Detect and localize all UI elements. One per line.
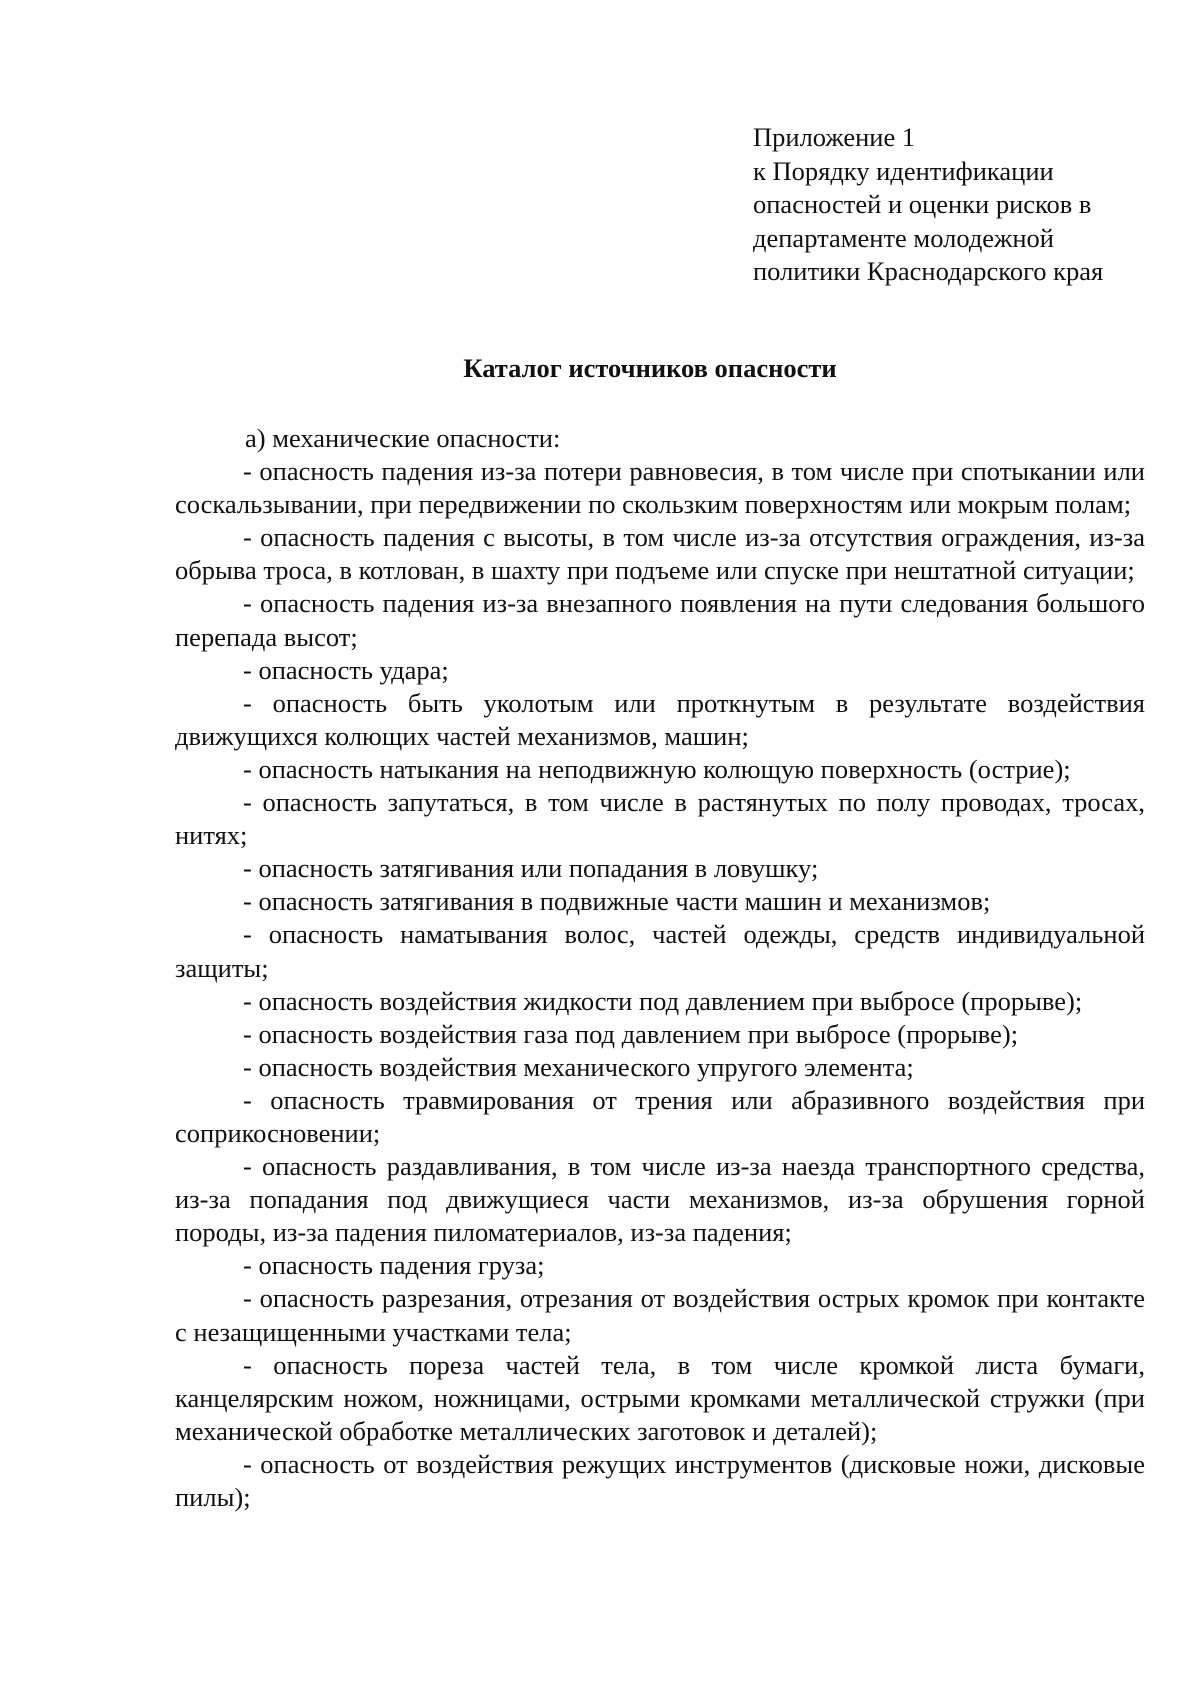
hazard-item: - опасность запутаться, в том числе в растянутых по полу проводах, тросах, нитях; [175, 787, 1145, 851]
hazard-item: - опасность падения из-за внезапного появления на пути следования большого перепада высот; [175, 588, 1145, 652]
hazard-item: - опасность падения из-за потери равновесия, в том числе при спотыкании или соскальзывании, при передвижении по скользким поверхностям или мокрым полам; [175, 456, 1145, 520]
annex-line: к Порядку идентификации [753, 155, 1054, 186]
hazard-item: - опасность травмирования от трения или абразивного воздействия при соприкосновении; [175, 1084, 1145, 1148]
hazard-item: - опасность затягивания или попадания в ловушку; [243, 853, 819, 884]
document-body [175, 422, 1145, 1514]
hazard-item: - опасность наматывания волос, частей одежды, средств индивидуальной защиты; [175, 919, 1145, 983]
hazard-item: - опасность быть уколотым или проткнутым в результате воздействия движущихся колющих частей механизмов, машин; [175, 687, 1145, 751]
hazard-item: - опасность разрезания, отрезания от воздействия острых кромок при контакте с незащищенными участками тела; [175, 1283, 1145, 1347]
hazard-item: - опасность от воздействия режущих инструментов (дисковые ножи, дисковые пилы); [175, 1448, 1145, 1512]
annex-line: Приложение 1 [753, 122, 916, 152]
annex-line: политики Краснодарского края [753, 256, 1104, 286]
hazard-item: - опасность раздавливания, в том числе из-за наезда транспортного средства, из-за попадания под движущиеся части механизмов, из-за обрушения горной породы, из-за падения пиломатериалов, из-за падения; [175, 1151, 1145, 1248]
hazard-item: - опасность затягивания в подвижные части машин и механизмов; [243, 886, 991, 917]
document-title: Каталог источников опасности [463, 353, 837, 383]
annex-line: опасностей и оценки рисков в [753, 189, 1092, 219]
hazard-item: - опасность натыкания на неподвижную колющую поверхность (острие); [243, 753, 1071, 784]
section-heading: а) механические опасности: [245, 423, 561, 453]
hazard-item: - опасность воздействия жидкости под давлением при выбросе (прорыве); [243, 985, 1083, 1016]
hazard-item: - опасность падения с высоты, в том числе из-за отсутствия ограждения, из-за обрыва троса, в котлован, в шахту при подъеме или спуске при нештатной ситуации; [175, 522, 1145, 586]
annex-header [753, 121, 1173, 289]
annex-line: департаменте молодежной [753, 222, 1054, 253]
hazard-item: - опасность воздействия газа под давлением при выбросе (прорыве); [243, 1018, 1019, 1049]
hazard-item: - опасность воздействия механического упругого элемента; [243, 1051, 914, 1082]
hazard-item: - опасность удара; [243, 654, 449, 685]
hazard-item: - опасность падения груза; [243, 1250, 545, 1281]
hazard-item: - опасность пореза частей тела, в том числе кромкой листа бумаги, канцелярским ножом, ножницами, острыми кромками металлической стружки (при механической обработке металлических заготовок и деталей); [175, 1349, 1145, 1446]
